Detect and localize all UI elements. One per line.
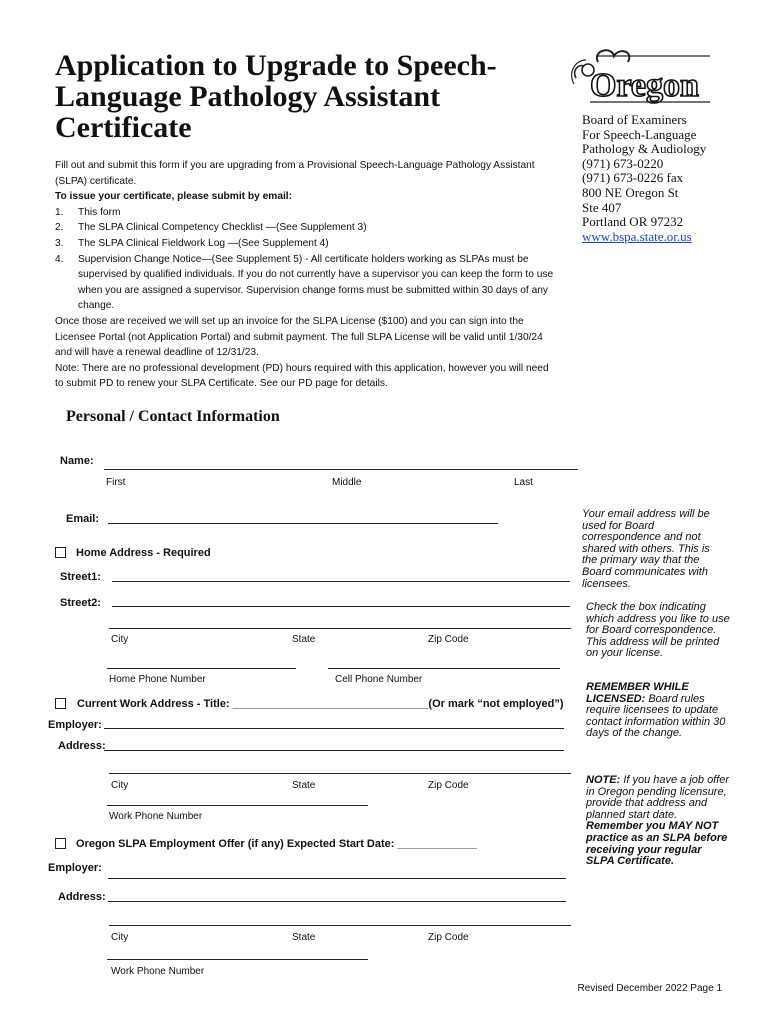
street2-label: Street2: [60,597,101,609]
zip-caption: Zip Code [428,780,469,791]
intro-instructions [55,158,555,392]
board-contact [582,113,752,244]
pd-note: Note: There are no professional development (PD) hours required with this application, however you will need to submit PD to renew your SLPA Certificate. See our PD page for details. [55,362,549,390]
board-city: Portland OR 97232 [582,214,684,230]
board-line: Board of Examiners [582,112,687,127]
issue-heading: To issue your certificate, please submit by email: [55,191,293,203]
remember-heading: REMEMBER WHILE LICENSED: [586,681,689,705]
invoice-paragraph: Once those are received we will set up an invoice for the SLPA License ($100) and you can sign into the Licensee Portal (not Application Portal) and submit payment. The full SLPA License will be valid until 1/30/24 and will have a renewal deadline of 12/31/23. [55,315,543,359]
page-title: Application to Upgrade to Speech-Language Pathology Assistant Certificate [55,49,497,144]
state-caption: State [292,932,316,943]
employment-offer-label[interactable]: Oregon SLPA Employment Offer (if any) Expected Start Date: _____________ [76,838,478,850]
street1-field[interactable] [112,581,570,582]
submission-list [55,205,555,314]
oregon-logo-graphic [568,44,714,110]
board-phone: (971) 673-0220 [582,155,664,171]
offer-phone-field[interactable] [107,959,368,960]
cell-phone-field[interactable] [328,668,560,669]
remember-note [586,682,731,740]
work-phone-caption: Work Phone Number [111,966,205,977]
middle-name-caption: Middle [332,477,362,488]
work-phone-field[interactable] [107,805,368,806]
work-address-checkbox[interactable] [55,698,66,709]
last-name-caption: Last [514,477,533,488]
list-number: 2. [55,222,64,234]
section-title: Personal / Contact Information [66,408,280,425]
board-website-link[interactable]: www.bspa.state.or.us [582,228,692,244]
list-text: Supervision Change Notice—(See Supplement 5) - All certificate holders working as SLPAs must be supervised by qualified individuals. If you do not currently have a supervisor you can keep the form to use when you are assigned a supervisor. Supervision change forms must be submitted within 30 days of any change. [78,253,554,312]
name-label: Name: [60,455,94,467]
list-item [55,220,555,236]
zip-caption: Zip Code [428,932,469,943]
job-note-heading: NOTE: [586,774,621,786]
home-phone-field[interactable] [107,668,296,669]
home-city-field[interactable] [109,628,571,629]
first-name-caption: First [106,477,126,488]
offer-address-field[interactable] [108,901,566,902]
zip-caption: Zip Code [428,634,469,645]
home-phone-caption: Home Phone Number [109,674,206,685]
list-text: The SLPA Clinical Fieldwork Log —(See Supplement 4) [78,237,329,249]
street2-field[interactable] [112,606,570,607]
job-offer-note [586,775,731,868]
home-address-checkbox[interactable] [55,547,66,558]
cell-phone-caption: Cell Phone Number [335,674,423,685]
board-street: 800 NE Oregon St [582,184,679,200]
list-item [55,236,555,252]
job-note-text: If you have a job offer in Oregon pending licensure, provide that address and planned start date. [586,774,730,821]
employer-label: Employer: [48,862,102,874]
address-label: Address: [58,891,106,903]
work-address-field[interactable] [104,750,564,751]
home-address-label: Home Address - Required [76,547,211,559]
list-text: The SLPA Clinical Competency Checklist —(See Supplement 3) [78,222,367,234]
board-line: For Speech-Language [582,126,697,142]
board-fax: (971) 673-0226 fax [582,170,684,186]
remember-text: Board rules require licensees to update contact information within 30 days of the change. [586,692,726,740]
list-number: 1. [55,206,64,218]
offer-employer-field[interactable] [108,878,566,879]
board-line: Pathology & Audiology [582,141,707,157]
city-caption: City [111,932,129,943]
work-city-field[interactable] [109,773,571,774]
oregon-logo [568,44,714,110]
name-field[interactable] [104,469,578,470]
employer-field[interactable] [104,728,564,729]
intro-lead: Fill out and submit this form if you are upgrading from a Provisional Speech-Language Pathology Assistant (SLPA) certificate. [55,160,535,187]
state-caption: State [292,780,316,791]
list-number: 4. [55,253,64,265]
list-item [55,205,555,221]
board-suite: Ste 407 [582,199,622,215]
email-label: Email: [66,513,100,525]
list-item [55,252,555,314]
work-address-label[interactable]: Current Work Address - Title: ________________________________(Or mark “not employed”) [77,698,564,710]
job-note-warning: Remember you MAY NOT practice as an SLPA before receiving your regular SLPA Certificate. [586,820,728,868]
list-text: This form [78,206,121,218]
email-field[interactable] [108,523,498,524]
employment-offer-checkbox[interactable] [55,838,66,849]
address-label: Address: [58,740,106,752]
work-phone-caption: Work Phone Number [109,811,203,822]
state-caption: State [292,634,316,645]
checkbox-note: Check the box indicating which address you like to use for Board correspondence. This address will be printed on your license. [586,601,730,660]
page-footer: Revised December 2022 Page 1 [577,983,722,994]
email-note: Your email address will be used for Board correspondence and not shared with others. This is the primary way that the Board communicates with licensees. [582,508,710,590]
street1-label: Street1: [60,571,101,583]
offer-city-field[interactable] [109,925,571,926]
employer-label: Employer: [48,719,102,731]
city-caption: City [111,634,129,645]
city-caption: City [111,780,129,791]
list-number: 3. [55,237,64,249]
logo-text: Oregon [590,67,699,104]
